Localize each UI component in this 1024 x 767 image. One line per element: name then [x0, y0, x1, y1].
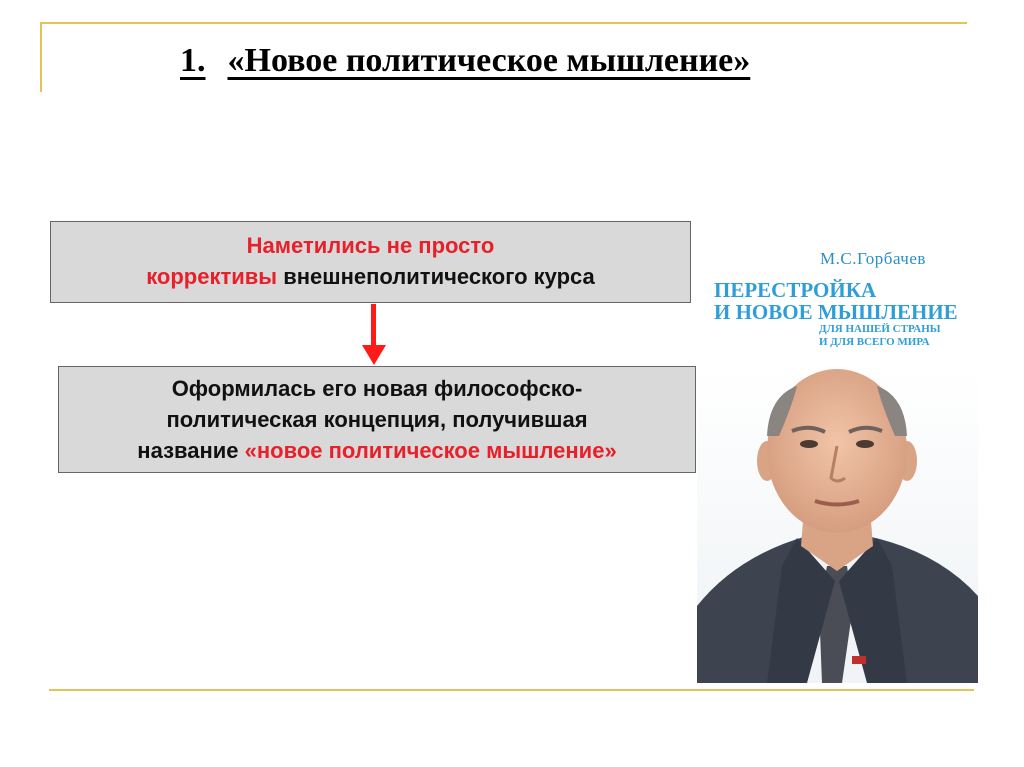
box2-line2: политическая концепция, получившая — [166, 407, 588, 432]
portrait-illustration — [697, 366, 978, 683]
box1-line2-red: коррективы — [146, 264, 278, 289]
frame-top-line — [40, 22, 967, 24]
title-number: 1. — [180, 42, 206, 79]
book-author: М.С.Горбачев — [820, 249, 926, 268]
statement-box-bottom — [58, 366, 696, 473]
slide-title — [180, 42, 750, 80]
statement-box-top — [50, 221, 691, 303]
box1-line2-rest: внешнеполитического курса — [277, 264, 595, 289]
book-subtitle-line1: ДЛЯ НАШЕЙ СТРАНЫ — [819, 323, 941, 335]
frame-bottom-line — [49, 689, 974, 691]
book-title — [714, 279, 958, 323]
book-subtitle-line2: И ДЛЯ ВСЕГО МИРА — [819, 336, 930, 348]
box2-line1: Оформилась его новая философско- — [171, 376, 583, 401]
down-arrow-shaft — [371, 304, 376, 348]
book-cover-image — [697, 221, 978, 683]
book-subtitle — [819, 323, 941, 349]
box1-line1 — [51, 230, 690, 261]
book-title-line2: И НОВОЕ МЫШЛЕНИЕ — [714, 300, 958, 324]
box2-line3-prefix: название — [137, 438, 245, 463]
frame-left-line — [40, 22, 42, 92]
book-title-line1: ПЕРЕСТРОЙКА — [714, 278, 877, 302]
box1-line1-red: Наметились не просто — [246, 233, 495, 258]
box1-line2 — [51, 261, 690, 292]
box2-line3 — [59, 435, 695, 466]
box2-line3-red: «новое политическое мышление» — [244, 438, 617, 463]
title-text: «Новое политическое мышление» — [227, 42, 751, 79]
down-arrow-icon — [362, 345, 386, 365]
